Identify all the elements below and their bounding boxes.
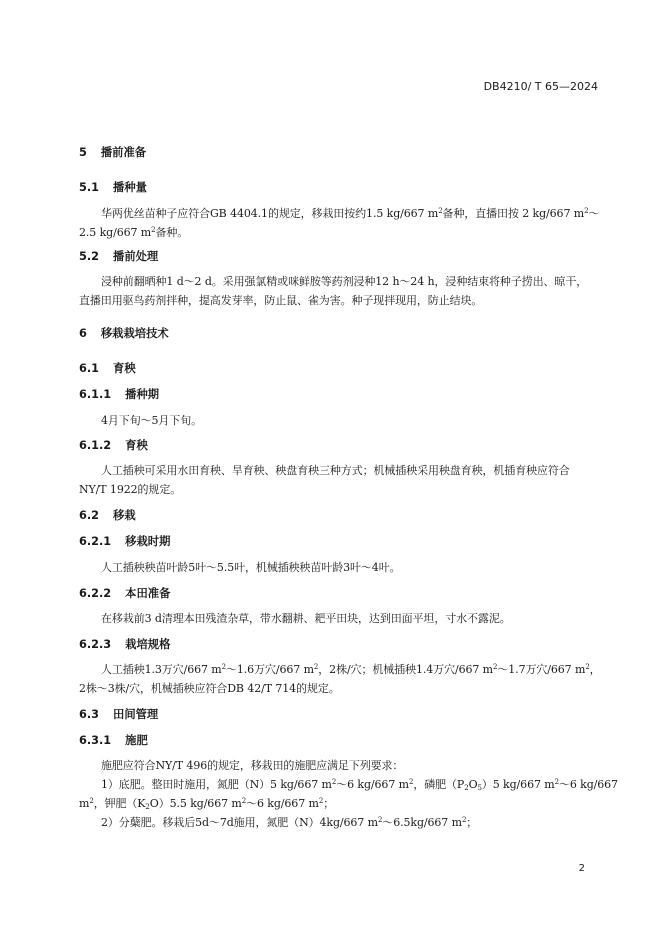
section-number: 6: [79, 327, 87, 340]
section-title: 田间管理: [113, 708, 159, 721]
paragraph-line: 华两优丝苗种子应符合GB 4404.1的规定，移栽田按约1.5 kg/667 $m^2$备种，直播田按 2 kg/667 $m^2\sim$: [101, 207, 600, 220]
page-number: 2: [578, 863, 585, 874]
section-title: 栽培规格: [125, 638, 171, 651]
paragraph-line: $m^2$，钾肥$(K_2O)5.5$ kg/667 $m^2\sim 6$ kg/667 $m^2$；: [79, 797, 335, 811]
section-number: 6.1.1: [79, 388, 112, 401]
section-heading-5-2: [79, 250, 158, 264]
paragraph-line: 2株～3株/穴，机械插秧应符合DB 42/T 714的规定。: [79, 682, 340, 695]
paragraph-line: NY/T 1922的规定。: [79, 483, 182, 496]
document-id: DB4210/ T 65—2024: [483, 80, 598, 93]
section-number: 6.2.2: [79, 587, 112, 600]
section-title: 移栽栽培技术: [100, 327, 169, 340]
paragraph-line: 4月下旬～5月下旬。: [101, 414, 202, 427]
paragraph-line: 人工插秧秧苗叶龄5叶～5.5叶，机械插秧秧苗叶龄3叶～4叶。: [101, 561, 401, 574]
section-number: 6.3.1: [79, 734, 112, 747]
section-title: 播前准备: [100, 146, 147, 159]
section-number: 6.3: [79, 708, 100, 721]
section-title: 施肥: [125, 734, 148, 747]
section-heading-5: [79, 146, 146, 160]
section-heading-6-2: [79, 509, 136, 523]
section-number: 6.1.2: [79, 439, 112, 452]
paragraph-line: 浸种前翻晒种1 d～2 d。采用强氯精或咪鲜胺等药剂浸种12 h～24 h，浸种结束将种子捞出、晾干，: [101, 275, 588, 288]
section-heading-6-2-3: [79, 638, 170, 652]
section-heading-6-3-1: [79, 734, 148, 748]
section-heading-6-3: [79, 708, 158, 722]
section-number: 6.2: [79, 509, 100, 522]
section-heading-6-1-1: [79, 388, 159, 402]
section-heading-6: [79, 327, 169, 341]
paragraph-line: 施肥应符合NY/T 496的规定，移栽田的施肥应满足下列要求：: [101, 759, 404, 772]
paragraph-line: 在移栽前3 d清理本田残渣杂草，带水翻耕、耙平田块，达到田面平坦，寸水不露泥。: [101, 612, 511, 625]
section-number: 5.1: [79, 181, 100, 194]
section-number: 6.2.3: [79, 638, 112, 651]
paragraph-line: 人工插秧1.3万穴/667 $m^2\sim 1.6$万穴/667 $m^2$，2株/穴；机械插秧1.4万穴/667 $m^2\sim 1.7$万穴/667 $m^2$，: [101, 663, 601, 676]
section-heading-6-2-1: [79, 535, 170, 549]
section-title: 育秧: [125, 439, 148, 452]
paragraph-line: 人工插秧可采用水田育秧、旱育秧、秧盘育秧三种方式；机械插秧采用秧盘育秧，机插育秧应符合: [101, 464, 570, 477]
paragraph-line: 直播田用驱鸟药剂拌种，提高发芽率，防止鼠、雀为害。种子现拌现用，防止结块。: [79, 294, 483, 307]
section-title: 播前处理: [113, 250, 159, 263]
section-number: 6.1: [79, 362, 100, 375]
paragraph-line: 1）底肥。整田时施用，氮肥（N）5 kg/667 $m^2\sim 6$ kg/667 $m^2$，磷肥$(P_2O_5)5$ kg/667 $m^2\sim 6$ kg/667: [101, 778, 618, 792]
section-heading-6-2-2: [79, 587, 170, 601]
paragraph-line: 2）分蘖肥。移栽后5d～7d施用，氮肥（N）4kg/667 $m^2\sim 6.5kg/667$ $m^2$；: [101, 816, 478, 829]
section-number: 5: [79, 146, 87, 159]
section-title: 移栽时期: [125, 535, 171, 548]
section-heading-5-1: [79, 181, 147, 195]
section-title: 育秧: [113, 362, 136, 375]
section-title: 播种期: [125, 388, 160, 401]
section-number: 5.2: [79, 250, 100, 263]
section-number: 6.2.1: [79, 535, 112, 548]
section-heading-6-1-2: [79, 439, 148, 453]
section-title: 本田准备: [125, 587, 171, 600]
section-heading-6-1: [79, 362, 136, 376]
section-title: 播种量: [113, 181, 147, 194]
paragraph-line: 2.5 kg/667 $m^2$备种。: [79, 226, 189, 239]
section-title: 移栽: [113, 509, 136, 522]
